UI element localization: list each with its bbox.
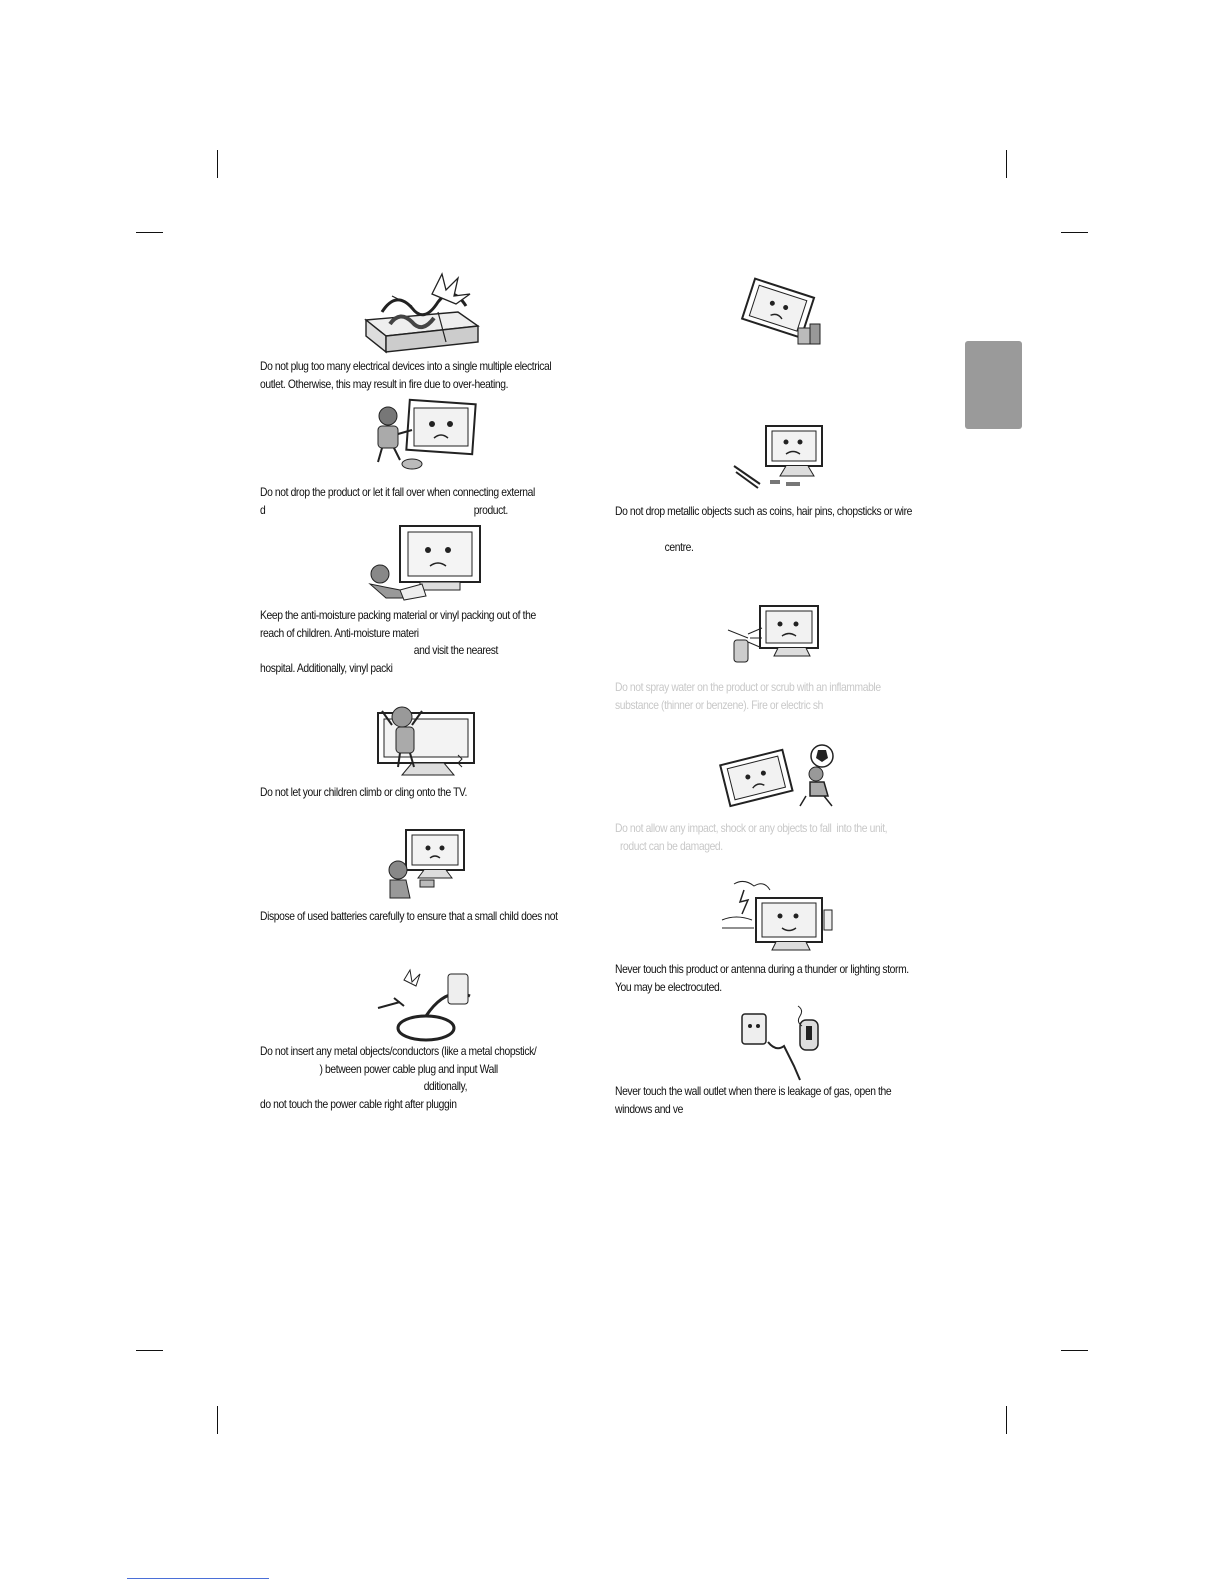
tv-in-storm-icon [720, 880, 840, 956]
caption-line: Do not drop the product or let it fall over when connecting external [260, 485, 535, 499]
caption-line: Never touch the wall outlet when there is leakage of gas, open the [615, 1084, 892, 1098]
caption-line: Never touch this product or antenna during a thunder or lighting storm. [615, 962, 909, 976]
crop-mark-top-right-h [1061, 232, 1088, 233]
caption-line: Do not insert any metal objects/conductors (like a metal chopstick/ [260, 1044, 537, 1058]
caption-line: Do not drop metallic objects such as coins, hair pins, chopsticks or wire [615, 504, 912, 518]
caption-line: centre. [615, 539, 694, 554]
child-with-battery-icon [384, 826, 468, 904]
child-with-packing-icon [360, 522, 485, 602]
crop-mark-bottom-left-h [136, 1350, 163, 1351]
caption-line: reach of children. Anti-moisture materi [260, 625, 419, 640]
caption-line: hospital. Additionally, vinyl packi [260, 660, 393, 675]
overloaded-power-strip-icon [362, 272, 482, 358]
caption-impact [615, 820, 887, 855]
caption-spray-water [615, 679, 881, 714]
footer-rule [127, 1578, 269, 1579]
caption-line: Do not let your children climb or cling onto the TV. [260, 785, 468, 799]
caption-children-climb [260, 784, 467, 802]
caption-thunder [615, 961, 909, 996]
crop-mark-bottom-right-h [1061, 1350, 1088, 1351]
caption-metallic-objects [615, 503, 912, 556]
crop-mark-top-left-h [136, 232, 163, 233]
caption-batteries [260, 908, 558, 926]
crop-mark-bottom-left-v [217, 1406, 218, 1434]
child-pulling-tv-icon [372, 400, 480, 476]
caption-line: substance (thinner or benzene). Fire or electric sh [615, 697, 823, 712]
child-climbing-tv-icon [372, 703, 482, 781]
crop-mark-top-right-v [1006, 150, 1007, 178]
caption-multiple-outlet [260, 358, 551, 393]
caption-line: Dispose of used batteries carefully to ensure that a small child does not [260, 909, 558, 923]
caption-packing-material [260, 607, 536, 677]
caption-line: roduct can be damaged. [615, 838, 723, 853]
caption-gas-leak [615, 1083, 891, 1118]
ball-hitting-tv-icon [720, 744, 844, 812]
section-tab [965, 341, 1022, 429]
crop-mark-bottom-right-v [1006, 1406, 1007, 1434]
crop-mark-top-left-v [217, 150, 218, 178]
caption-line: Keep the anti-moisture packing material or vinyl packing out of the [260, 608, 536, 622]
caption-line: Do not allow any impact, shock or any objects to fall into the unit, [615, 821, 888, 835]
spraying-water-on-tv-icon [726, 600, 830, 672]
gas-leak-outlet-icon [738, 1004, 828, 1082]
caption-line: dditionally, [260, 1079, 468, 1093]
caption-drop-product [260, 484, 535, 519]
caption-line: and visit the nearest [260, 643, 499, 657]
falling-tv-icon [740, 282, 832, 350]
caption-line: d product. [260, 502, 508, 517]
metal-objects-near-tv-icon [730, 420, 830, 492]
caption-line: ) between power cable plug and input Wall [260, 1061, 498, 1076]
caption-metal-objects [260, 1043, 536, 1113]
caption-line: You may be electrocuted. [615, 979, 722, 994]
caption-line: outlet. Otherwise, this may result in fire due to over-heating. [260, 376, 509, 391]
caption-line: Do not plug too many electrical devices into a single multiple electrical [260, 359, 552, 373]
metal-object-in-outlet-icon [374, 970, 474, 1046]
caption-line: Do not spray water on the product or scrub with an inflammable [615, 680, 881, 694]
caption-line: do not touch the power cable right after pluggin [260, 1096, 457, 1111]
caption-line: windows and ve [615, 1101, 684, 1116]
